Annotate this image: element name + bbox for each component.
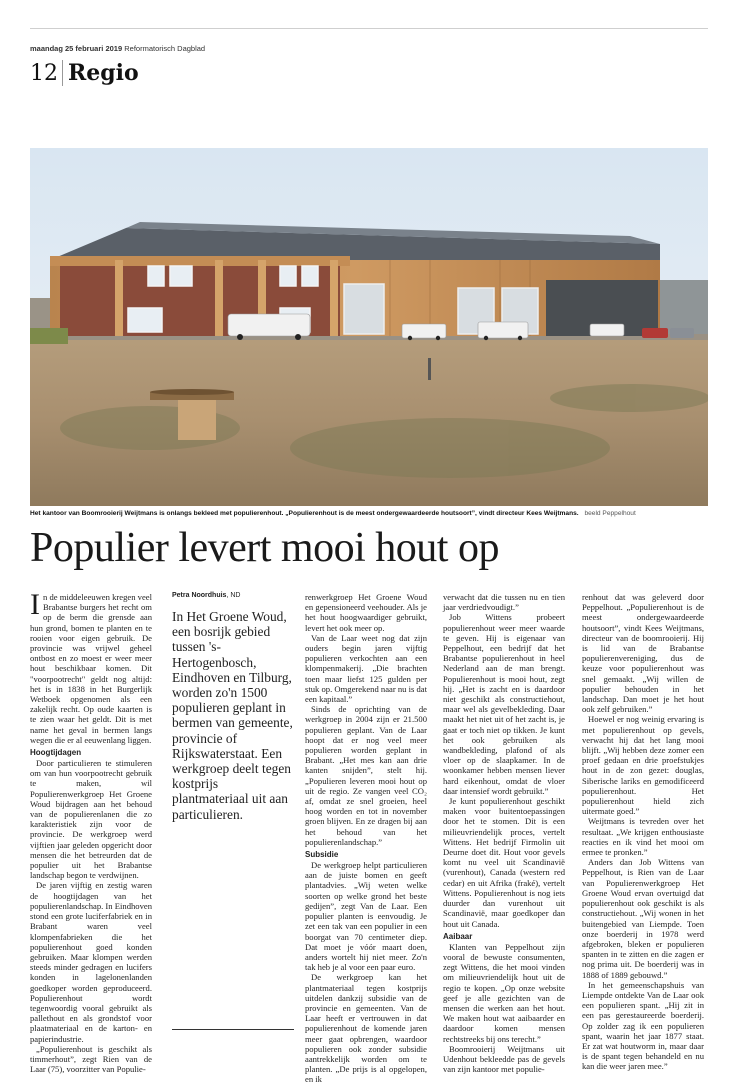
lead-paragraph: In Het Groene Woud, een bosrijk gebied tussen 's-Hertogenbosch, Eindhoven en Tilburg, worden zo'n 1500 populieren geplant in bermen van gemeente, provincie of Rijkswaterstaat. Een werkgroep deelt tegen kostprijs plantmateriaal uit aan particulieren.	[172, 609, 293, 822]
subheading: Subsidie	[305, 850, 339, 860]
paragraph: „Populierenhout is geschikt als timmerhout”, zegt Rien van de Laar (75), voorzitter van Populie-	[30, 1043, 152, 1075]
paragraph: De jaren vijftig en zestig waren de hoogtijdagen van het populierenlandschap. In Eindhoven stond een grote luciferfabriek en in Brabant waren veel klompenfabrieken die het populierenhout goed konden gebruiken. Maar klompen werden steeds minder gedragen en lucifers konden in lagelonenlanden goedkoper worden geproduceerd. Populierenhout wordt tegenwoordig vooral gebruikt als pallethout en als grondstof voor plaatmateriaal en de karton- en papierindustrie.	[30, 880, 152, 1044]
intro-rule	[172, 1029, 294, 1030]
paragraph: Sinds de oprichting van de werkgroep in 2004 zijn er 21.500 populieren geplant. Van de Laar hoopt dat er nog veel meer populieren worden geplant in Brabant. „Het mes kan aan drie kanten snijden”, stelt hij. „Populieren leveren mooi hout op uit de regio. Ze vangen veel CO₂ af, omdat ze snel groeien, heel hoog worden en tot in november groen blijven. En ze dragen bij aan het behoud van het populierenlandschap.”	[305, 704, 427, 847]
photo-credit: beeld Peppelhout	[584, 510, 636, 517]
subheading: Hoogtijdagen	[30, 748, 82, 758]
section-divider	[62, 60, 63, 86]
dateline	[30, 44, 205, 53]
article-intro	[172, 592, 294, 822]
paragraph: Hoewel er nog weinig ervaring is met populierenhout op gevels, verwacht hij dat het lang mooi blijft. „Wij hebben deze zomer een proef gedaan en drie proefstukjes hout in de zon gezet: douglas, Siberische lariks en gemodificeerd populierenhout. Het populierenhout hield zich uitermate goed.”	[582, 714, 704, 817]
paragraph: De werkgroep kan het plantmateriaal tegen kostprijs uitdelen dankzij subsidie van de provincie en gemeenten. Van de Laar heeft er vertrouwen in dat populierenhout de komende jaren meer gaat opbrengen, waardoor populieren ook zonder subsidie aantrekkelijk worden om te planten. „De prijs is al opgelopen, en ik	[305, 972, 427, 1085]
paragraph: verwacht dat die tussen nu en tien jaar verdriedvoudigt.”	[443, 592, 565, 613]
paragraph: In de middeleeuwen kregen veel Brabantse burgers het recht om op de berm die grensde aan hun grond, bomen te planten en te rooien voor eigen gebruik. De provincie was vrijwel geheel ontbost en zo moest er weer meer hout beschikbaar komen. Dit "voorpootrecht" geldt nog altijd: het is in 1838 in het Burgerlijk Wetboek opgenomen als een zakelijk recht. Op oude kaarten is te zien waar het geldt. Dit is met name het geval in bermen langs wegen die er al eeuwenlang liggen.	[30, 588, 152, 745]
byline	[172, 592, 294, 599]
page-number: 12	[30, 60, 58, 86]
photo-caption	[30, 510, 720, 517]
building-photo-illustration	[30, 148, 708, 506]
subheading: Aaibaar	[443, 931, 473, 941]
paragraph: Boomrooierij Weijtmans uit Udenhout bekleedde pas de gevels van zijn kantoor met populie-	[443, 1043, 565, 1075]
top-rule	[30, 28, 708, 29]
author-name: Petra Noordhuis	[172, 592, 227, 599]
section-header	[30, 60, 139, 86]
section-title: Regio	[68, 60, 139, 86]
paragraph: Van de Laar weet nog dat zijn ouders begin jaren vijftig populieren verkochten aan een klompenmakerij. „Die brachten toen maar liefst 125 gulden per stuk op. Omgerekend naar nu is dat een kapitaal.”	[305, 632, 427, 705]
paragraph: In het gemeenschapshuis van Liempde ontdekte Van de Laar ook een populieren spant. „Hij zit in een pas gerestaureerde boerderij. Op zolder zag ik een populieren spant, waarin het jaar 1877 staat. Er zat wat houtworm in, maar daar is de spant tegen behandeld en nu kan die weer jaren mee.”	[582, 979, 704, 1072]
paragraph: Job Wittens probeert populierenhout weer meer waarde te geven. Hij is eigenaar van Peppelhout, een bedrijf dat het Brabantse populierenhout in heel Nederland aan de man brengt. Populierenhout is mooi hout, zegt hij. „Het is zacht en is daardoor niet geschikt als constructiehout, maar wel als gevelbekleding. Daar maakt het niet uit of het zacht is, je gaat er toch niet op tikken. Je kunt het ook gebruiken als wandbekleding, plafond of als vloer op de slaapkamer. In de woonkamer hebben mensen liever hard eikenhout, omdat de vloer daar intensief wordt gebruikt.”	[443, 612, 565, 796]
paragraph: Weijtmans is tevreden over het resultaat. „We krijgen enthousiaste reacties en ik vind het mooi om ermee te pronken.”	[582, 816, 704, 858]
article-column-5	[582, 592, 704, 1072]
drop-cap: I	[30, 588, 40, 621]
article-headline: Populier levert mooi hout op	[30, 525, 499, 571]
article-column-1	[30, 588, 152, 1075]
paragraph: De werkgroep helpt particulieren aan de juiste bomen en geeft plantadvies. „Wij weten welke soorten op welke grond het beste gedijen”, zegt Van de Laar. Een populier planten is eenvoudig. Je zet een tak van een populier in een boorgat van 70 centimeter diep. Dat moet je vóór maart doen, anders wortelt hij niet meer. Zo'n tak heb je al voor een paar euro.	[305, 860, 427, 973]
paragraph: Door particulieren te stimuleren om van hun voorpootrecht gebruik te maken, wil Populierenwerkgroep Het Groene Woud bijdragen aan het behoud van de populierenlanen die zo karakteristiek zijn voor de provincie. De werkgroep werd vijftien jaar geleden opgericht door mensen die het betreurden dat de populier uit het Brabantse landschap begon te verdwijnen.	[30, 758, 152, 881]
article-photo	[30, 148, 708, 506]
paragraph: Anders dan Job Wittens van Peppelhout, is Rien van de Laar van Populierenwerkgroep Het Groene Woud ervan overtuigd dat populierenhout ook geschikt is als constructiehout. „Wij wonen in het buitengebied van Liempde. Toen onze boerderij in 1978 werd afgebroken, bleken er populieren spanten in te zitten en die zagen er nog prima uit. De boerderij was in 1888 of 1889 gebouwd.”	[582, 857, 704, 980]
article-column-4	[443, 592, 565, 1074]
paragraph: Je kunt populierenhout geschikt maken voor buitentoepassingen door het te stomen. Dit is een milieuvriendelijk proces, vertelt Wittens. Het bedrijf Firmolin uit Deurne doet dit. Hout voor gevels komt nu veel uit Scandinavië (vurenhout), Canada (western red cedar) en uit Afrika (fraké), vertelt Wittens. Populierenhout is nog iets duurder dan vurenhout uit Scandinavië, maar goedkoper dan hout uit Canada.	[443, 796, 565, 929]
paragraph: renhout dat was geleverd door Peppelhout. „Populierenhout is de meest ondergewaardeerde houtsoort”, vindt Kees Weijtmans, directeur van de boomrooierij. Hij is lid van de Brabantse populierenvereniging, dus de keuze voor populierenhout was snel gemaakt. „Wij willen de populier behouden in het landschap. Dan moet je het hout ook zelf gebruiken.”	[582, 592, 704, 715]
caption-text: Het kantoor van Boomrooierij Weijtmans is onlangs bekleed met populierenhout. „Populierenhout is de meest ondergewaardeerde houtsoort”, vindt directeur Kees Weijtmans.	[30, 510, 579, 517]
newspaper-name: Reformatorisch Dagblad	[124, 44, 206, 53]
author-suffix: , ND	[226, 592, 241, 599]
issue-date: maandag 25 februari 2019	[30, 44, 123, 53]
article-column-3	[305, 592, 427, 1085]
paragraph: renwerkgroep Het Groene Woud en gepensioneerd veehouder. Als je het hout hoogwaardiger gebruikt, levert het ook meer op.	[305, 592, 427, 633]
paragraph: Klanten van Peppelhout zijn vooral de bewuste consumenten, zegt Wittens, die het mooi vinden om milieuvriendelijk hout uit de regio te kopen. „Op onze website geef je alle gezichten van de mensen die werken aan het hout. We maken hout wat aaibaarder en daardoor komen mensen rechtstreeks bij ons terecht.”	[443, 941, 565, 1044]
